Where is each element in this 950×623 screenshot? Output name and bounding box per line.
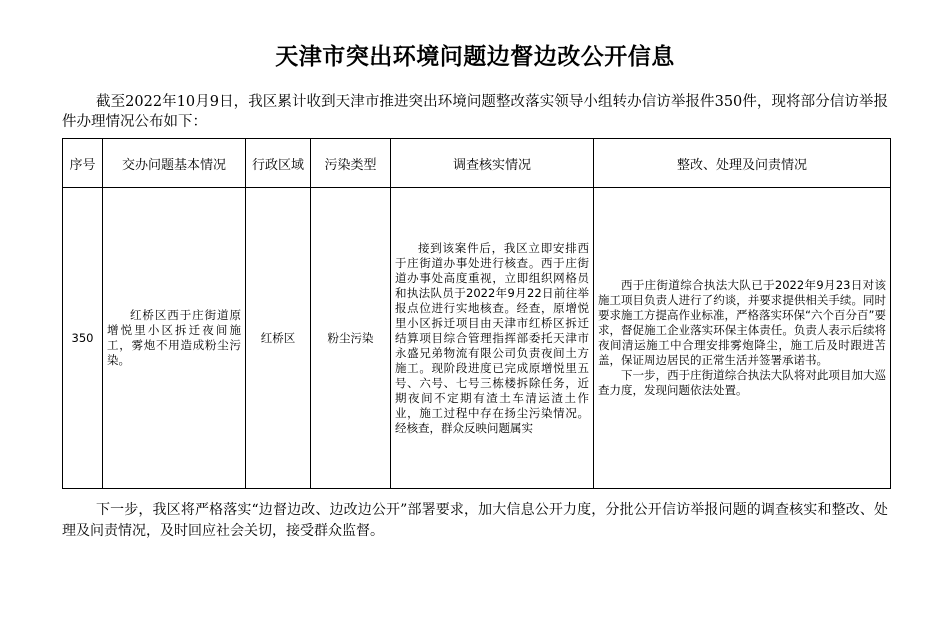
header-index: 序号	[63, 139, 103, 188]
investigation-text: 接到该案件后，我区立即安排西于庄街道办事处进行核查。西于庄街道办事处高度重视，立即组织网格员和执法队员于2022年9月22日前往举报点位进行实地核查。经查，原增悦里小区拆迁项目由天津市红桥区拆迁结算项目综合管理指挥部委托天津市永盛兄弟物流有限公司负责夜间土方施工。现阶段进度已完成原增悦里五号、六号、七号三栋楼拆除任务，近期夜间不定期有渣土车清运渣土作业，施工过程中存在扬尘污染情况。经核查，群众反映问题属实	[395, 240, 589, 435]
cell-index: 350	[63, 188, 103, 489]
page-title: 天津市突出环境问题边督边改公开信息	[275, 43, 675, 70]
table-header-row	[63, 139, 891, 188]
cell-rectification	[594, 188, 891, 489]
rectification-text-1: 西于庄街道综合执法大队已于2022年9月23日对该施工项目负责人进行了约谈，并要求提供相关手续。同时要求施工方提高作业标准，严格落实环保“六个百分百”要求，督促施工企业落实环保主体责任。负责人表示后续将夜间清运施工中合理安排雾炮降尘，施工后及时跟进苫盖，保证周边居民的正常生活并签署承诺书。	[598, 278, 886, 367]
header-pollution-type: 污染类型	[311, 139, 391, 188]
cell-investigation	[391, 188, 594, 489]
complaint-table	[62, 138, 891, 489]
closing-paragraph: 下一步，我区将严格落实“边督边改、边改边公开”部署要求，加大信息公开力度，分批公开信访举报问题的调查核实和整改、处理及问责情况，及时回应社会关切，接受群众监督。	[62, 502, 888, 539]
cell-pollution-type: 粉尘污染	[311, 188, 391, 489]
rectification-text-2: 下一步，西于庄街道综合执法大队将对此项目加大巡查力度，发现问题依法处置。	[598, 368, 886, 397]
header-investigation: 调查核实情况	[391, 139, 594, 188]
header-rectification: 整改、处理及问责情况	[594, 139, 891, 188]
issue-text: 红桥区西于庄街道原增悦里小区拆迁夜间施工，雾炮不用造成粉尘污染。	[107, 308, 241, 367]
cell-issue	[103, 188, 246, 489]
cell-district: 红桥区	[246, 188, 311, 489]
header-issue: 交办问题基本情况	[103, 139, 246, 188]
header-district: 行政区域	[246, 139, 311, 188]
table-row	[63, 188, 891, 489]
intro-paragraph: 截至2022年10月9日，我区累计收到天津市推进突出环境问题整改落实领导小组转办信访举报件350件，现将部分信访举报件办理情况公布如下：	[62, 94, 888, 130]
